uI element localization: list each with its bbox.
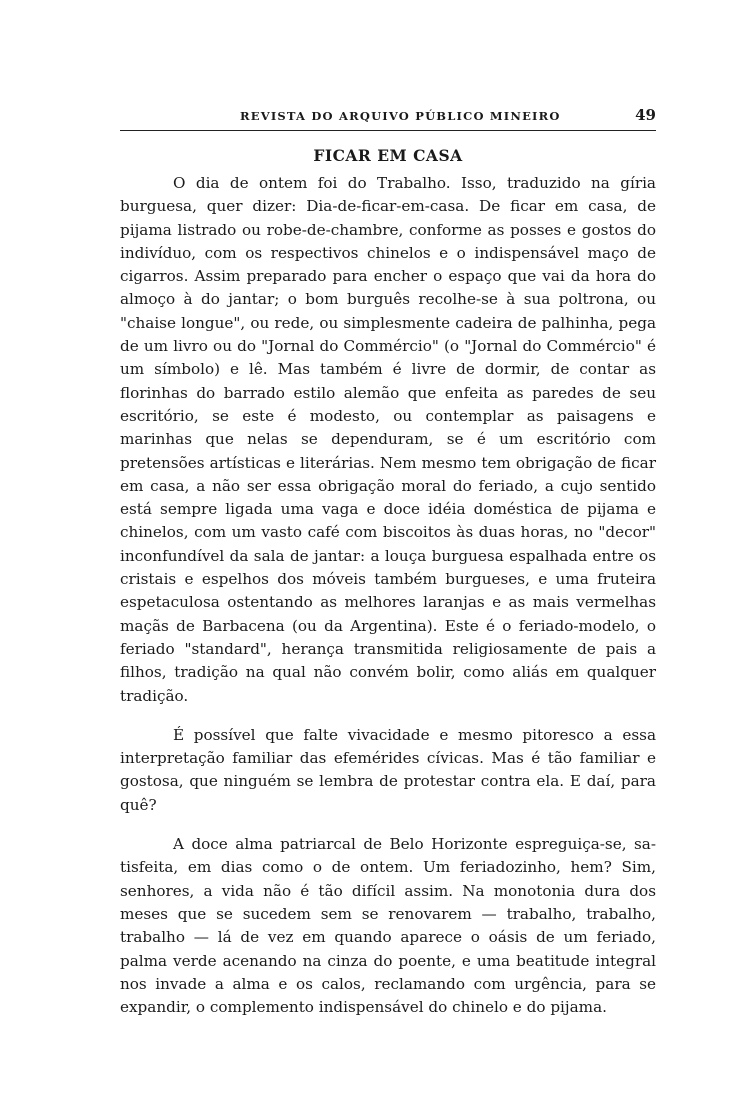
article-body — [120, 172, 656, 1019]
paragraph: A doce alma patriarcal de Belo Horizonte espreguiça-se, satisfeita, em dias como o de ontem. Um feriadozinho, hem? Sim, senhores, a vida não é tão difícil assim. Na monotonia dura dos meses que se sucedem sem se renovarem — trabalho, trabalho, trabalho — lá de vez em quando aparece o oásis de um feriado, palma verde acenando na cinza do poente, e uma beatitude integral nos invade a alma e os calos, reclamando com urgência, para se expandir, o complemento indispensável do chinelo e do pijama. — [120, 835, 656, 1017]
paragraph: O dia de ontem foi do Trabalho. Isso, traduzido na gíria burguesa, quer dizer: Dia-de-ficar-em-casa. De ficar em casa, de pijama listrado ou robe-de-chambre, conforme as posses e gostos do indivíduo, com os respectivos chinelos e o indispensável maço de cigarros. Assim preparado para encher o espaço que vai da hora do almoço à do jantar; o bom burguês recolhe-se à sua poltrona, ou "chaise longue", ou rede, ou simplesmente cadeira de palhinha, pega de um livro ou do "Jornal do Commércio" (o "Jornal do Commércio" é um símbolo) e lê. Mas também é livre de dormir, de contar as florinhas do barrado estilo alemão que enfeita as paredes de seu escritório, se este é modesto, ou contemplar as paisagens e marinhas que nelas se dependuram, se é um escritório com pretensões artísticas e literárias. Nem mesmo tem obrigação de ficar em casa, a não ser essa obrigação moral do feriado, a cujo sentido está sempre ligada uma vaga e doce idéia doméstica de pijama e chinelos, com um vasto café com biscoitos às duas horas, no "decor" inconfundível da sala de jantar: a louça burguesa espalhada entre os cristais e espelhos dos móveis também burgueses, e uma fruteira espetaculosa ostentando as melhores laranjas e as mais vermelhas maçãs de Barbacena (ou da Argentina). Este é o feriado-modelo, o feriado "standard", herança transmitida religiosamente de pais a filhos, tradição na qual não convém bolir, como aliás em qualquer tradição. — [120, 174, 656, 705]
paragraph: É possível que falte vivacidade e mesmo pitoresco a essa interpretação familiar das efemérides cívicas. Mas é tão familiar e gostosa, que ninguém se lembra de protestar contra ela. E daí, para quê? — [120, 725, 656, 814]
journal-title: REVISTA DO ARQUIVO PÚBLICO MINEIRO — [240, 109, 561, 123]
running-header — [120, 106, 656, 131]
page-number: 49 — [635, 106, 656, 124]
article-title: FICAR EM CASA — [313, 146, 463, 165]
